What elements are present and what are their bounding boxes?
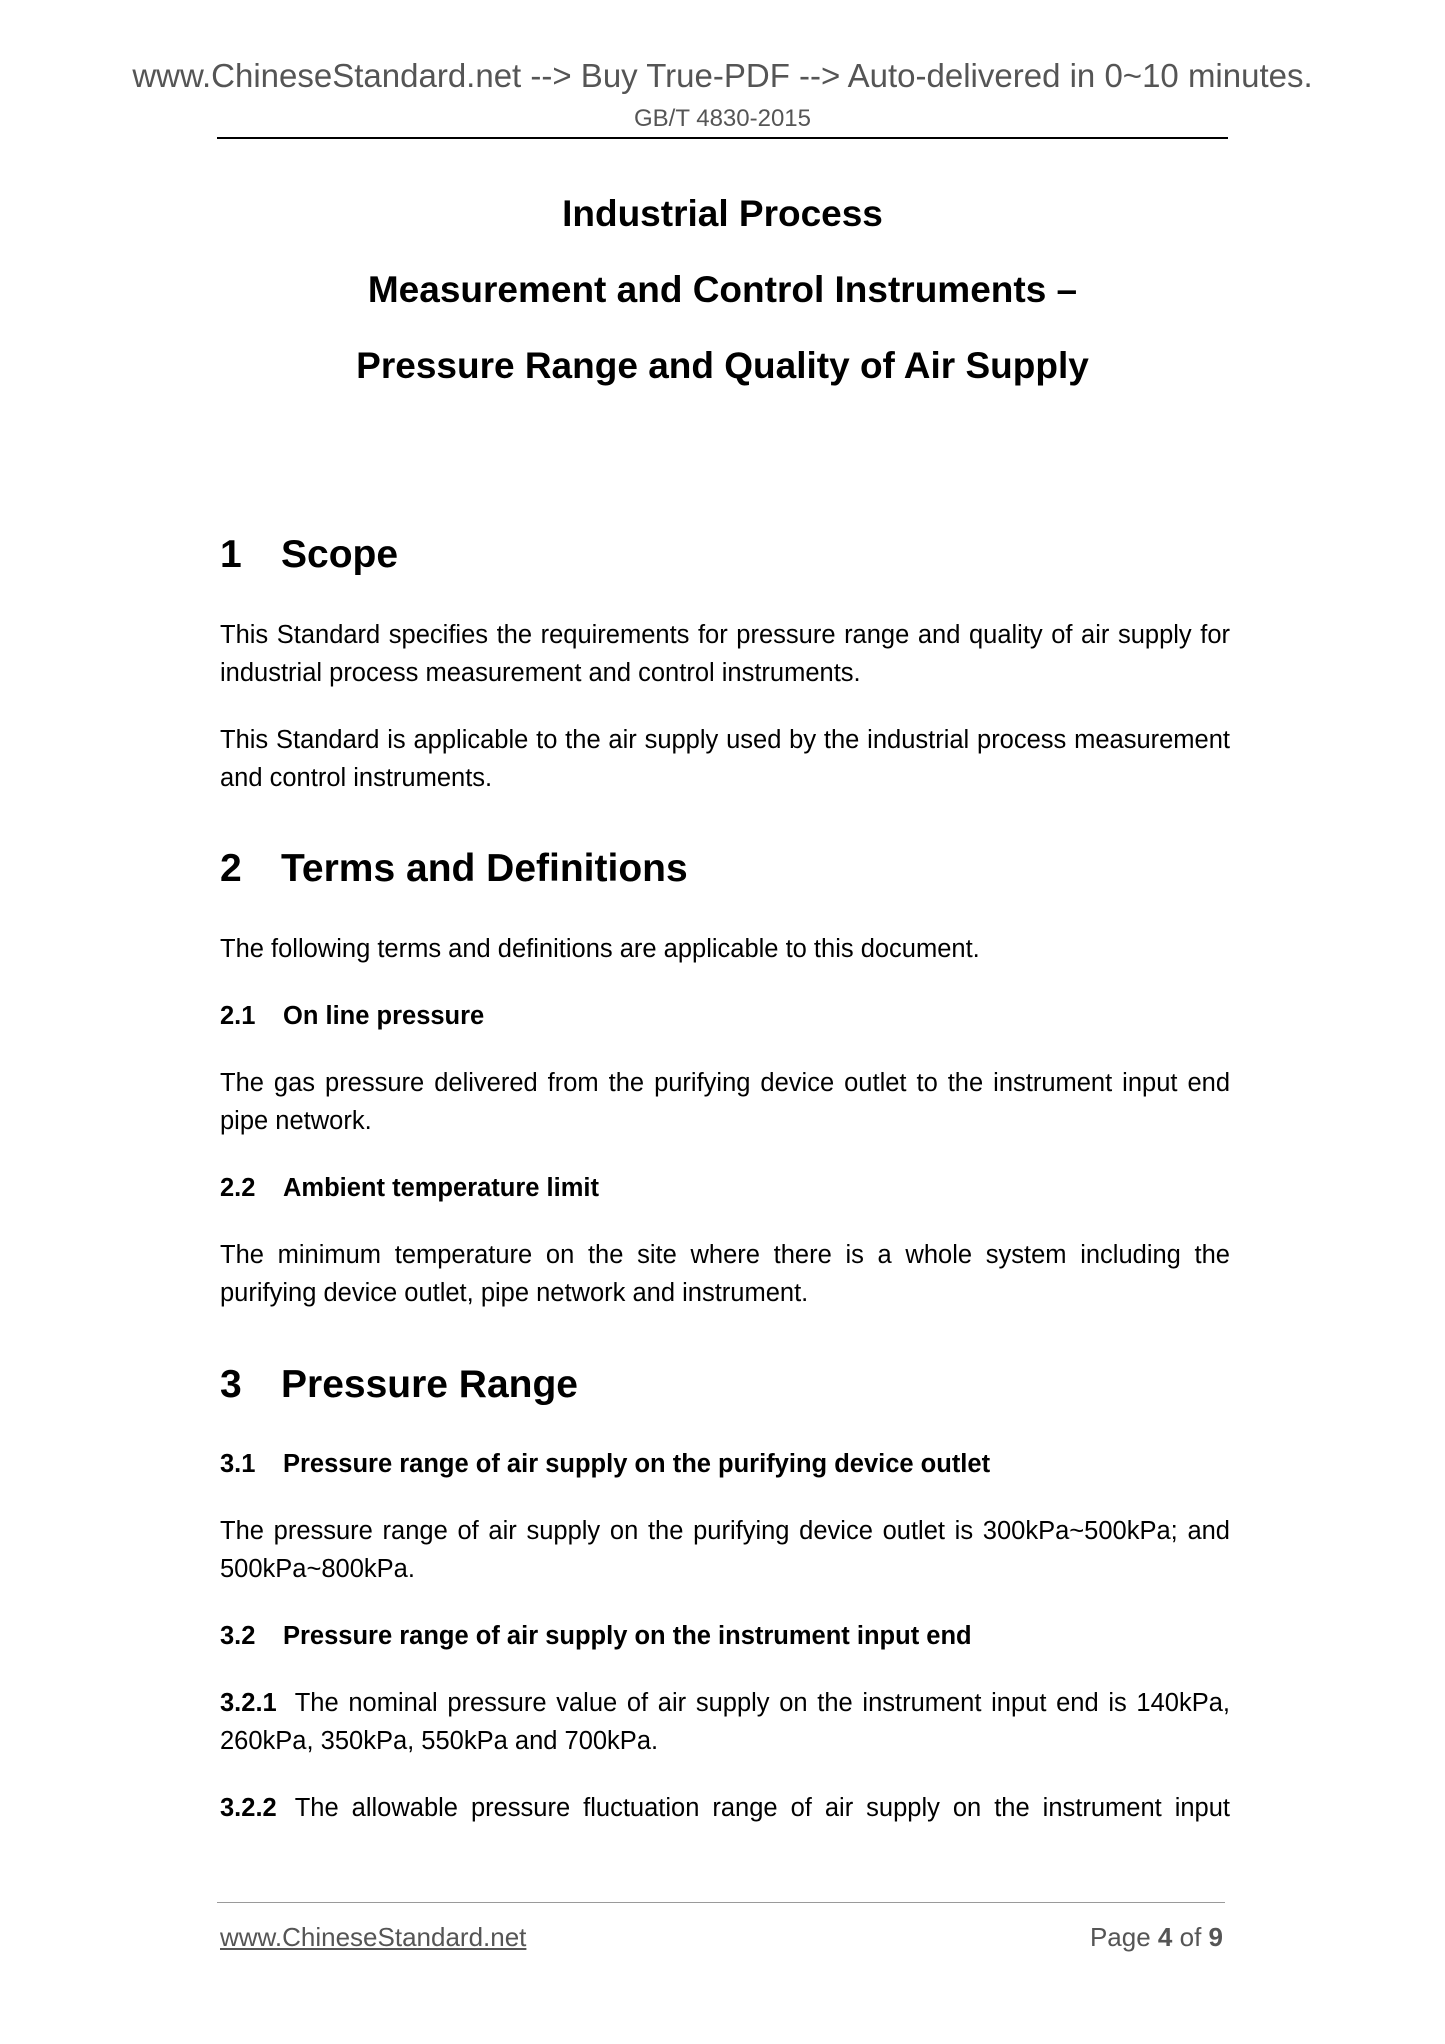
- title-line-2: Measurement and Control Instruments –: [367, 269, 1078, 310]
- section-number: 3: [220, 1363, 242, 1406]
- top-banner[interactable]: www.ChineseStandard.net --> Buy True-PDF --> Auto-delivered in 0~10 minutes.: [132, 57, 1313, 94]
- clause-title: Ambient temperature limit: [283, 1174, 599, 1202]
- section-title: Scope: [281, 533, 399, 576]
- clause-number: 3.2: [220, 1622, 256, 1650]
- clause-3-2-1-paragraph: [220, 1684, 1230, 1760]
- clause-3-1-text: The pressure range of air supply on the purifying device outlet is 300kPa~500kPa; and 500kPa~800kPa.: [220, 1517, 1230, 1583]
- scope-paragraph-2: This Standard is applicable to the air supply used by the industrial process measurement and control instruments.: [220, 726, 1230, 792]
- page-indicator: [1090, 1920, 1223, 1954]
- clause-title: Pressure range of air supply on the purifying device outlet: [283, 1450, 991, 1478]
- subclause-text: The nominal pressure value of air supply on the instrument input end is 140kPa, 260kPa, 350kPa, 550kPa and 700kPa.: [220, 1689, 1230, 1755]
- clause-2-2-text: The minimum temperature on the site where there is a whole system including the purifying device outlet, pipe network and instrument.: [220, 1241, 1230, 1307]
- terms-intro: The following terms and definitions are applicable to this document.: [220, 935, 980, 963]
- page-prefix: Page: [1089, 1922, 1151, 1952]
- section-title: Pressure Range: [281, 1363, 578, 1406]
- title-line-1: Industrial Process: [562, 193, 883, 234]
- clause-2-1-text: The gas pressure delivered from the purifying device outlet to the instrument input end pipe network.: [220, 1069, 1230, 1135]
- section-2-heading: [220, 844, 1230, 894]
- footer-divider: [217, 1902, 1225, 1903]
- footer-website-link[interactable]: www.ChineseStandard.net: [220, 1922, 527, 1952]
- clause-3-1-heading: [220, 1445, 1230, 1483]
- clause-2-2-heading: [220, 1169, 1230, 1207]
- clause-number: 3.1: [220, 1450, 256, 1478]
- clause-3-2-heading: [220, 1617, 1230, 1655]
- current-page-number: 4: [1157, 1922, 1173, 1952]
- document-body: [220, 530, 1230, 1827]
- standard-code: GB/T 4830-2015: [633, 105, 811, 132]
- clause-2-1-heading: [220, 997, 1230, 1035]
- header-divider: [217, 137, 1228, 139]
- subclause-number: 3.2.2: [220, 1794, 277, 1822]
- clause-3-2-2-paragraph: [220, 1789, 1230, 1827]
- section-1-heading: [220, 530, 1230, 580]
- page-of: of: [1179, 1922, 1202, 1952]
- section-number: 2: [220, 847, 242, 890]
- total-pages-number: 9: [1208, 1922, 1223, 1952]
- clause-number: 2.2: [220, 1174, 256, 1202]
- scope-paragraph-1: This Standard specifies the requirements for pressure range and quality of air supply for industrial process measurement and control instruments.: [220, 621, 1230, 687]
- section-title: Terms and Definitions: [281, 847, 688, 890]
- subclause-number: 3.2.1: [220, 1689, 277, 1717]
- clause-title: Pressure range of air supply on the instrument input end: [283, 1622, 972, 1650]
- title-line-3: Pressure Range and Quality of Air Supply: [356, 345, 1089, 386]
- section-3-heading: [220, 1360, 1230, 1410]
- subclause-text: The allowable pressure fluctuation range of air supply on the instrument input: [294, 1794, 1230, 1822]
- section-number: 1: [220, 533, 242, 576]
- clause-number: 2.1: [220, 1002, 256, 1030]
- clause-title: On line pressure: [283, 1002, 485, 1030]
